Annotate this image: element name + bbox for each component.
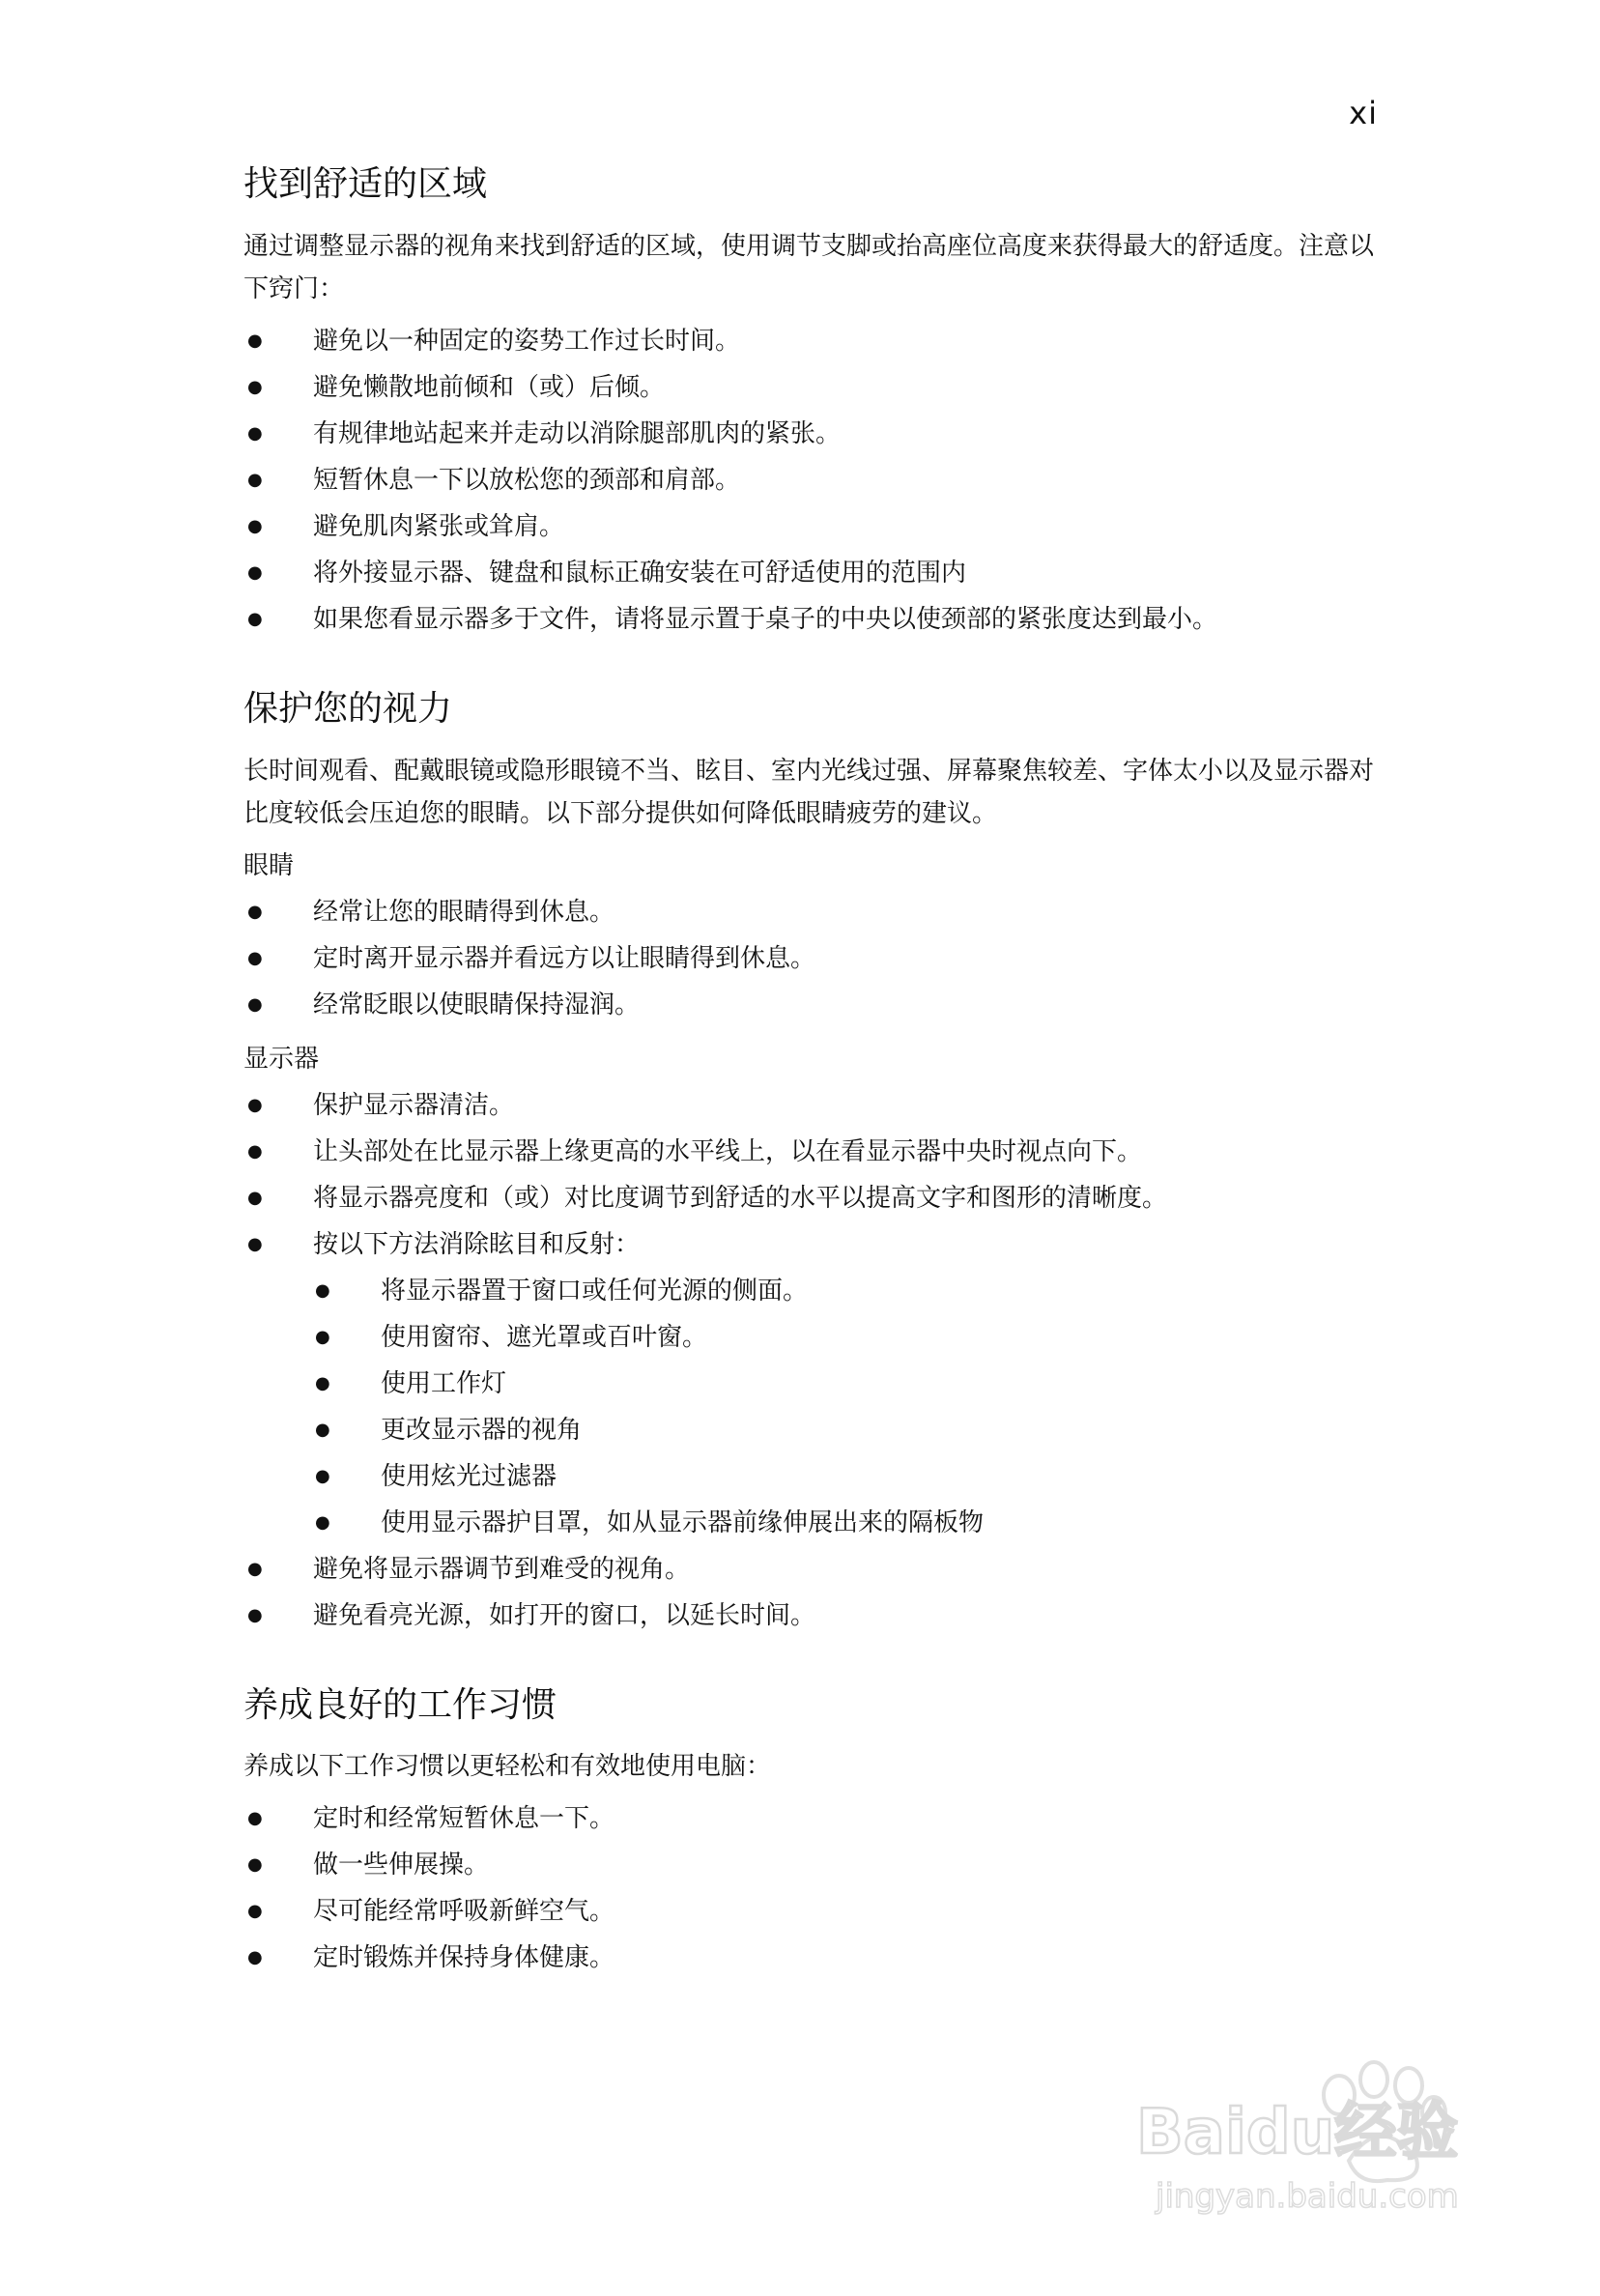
- list-item: ● 做一些伸展操。: [243, 1842, 1384, 1888]
- bullet-list: [243, 318, 1384, 643]
- section-work-habits: [243, 1683, 1384, 1982]
- list-item: ● 避免看亮光源，如打开的窗口，以延长时间。: [243, 1593, 1384, 1639]
- list-item: ● 避免懒散地前倾和（或）后倾。: [243, 364, 1384, 411]
- nested-list-item: ● 将显示器置于窗口或任何光源的侧面。: [243, 1268, 1384, 1314]
- section-intro: 长时间观看、配戴眼镜或隐形眼镜不当、眩目、室内光线过强、屏幕聚焦较差、字体太小以及显示器对比度较低会压迫您的眼睛。以下部分提供如何降低眼睛疲劳的建议。: [243, 756, 1375, 828]
- section-heading: 保护您的视力: [243, 688, 453, 729]
- nested-list-item: ● 使用工作灯: [243, 1361, 1384, 1407]
- nested-list-item: ● 使用窗帘、遮光罩或百叶窗。: [243, 1314, 1384, 1361]
- section-heading: 养成良好的工作习惯: [243, 1684, 557, 1725]
- list-item: ● 如果您看显示器多于文件，请将显示置于桌子的中央以使颈部的紧张度达到最小。: [243, 596, 1384, 643]
- section-intro: 通过调整显示器的视角来找到舒适的区域，使用调节支脚或抬高座位高度来获得最大的舒适度。注意以下窍门：: [243, 231, 1375, 303]
- watermark-logo-text: Baidu经验: [1136, 2097, 1459, 2168]
- list-item: ● 避免以一种固定的姿势工作过长时间。: [243, 318, 1384, 364]
- document-body: [243, 162, 1384, 2025]
- section-protect-vision: [243, 687, 1384, 1639]
- list-item: ● 定时锻炼并保持身体健康。: [243, 1935, 1384, 1981]
- list-item: ● 按以下方法消除眩目和反射：: [243, 1221, 1384, 1268]
- list-item: ● 短暂休息一下以放松您的颈部和肩部。: [243, 457, 1384, 503]
- list-item: ● 定时离开显示器并看远方以让眼睛得到休息。: [243, 935, 1384, 982]
- list-item: ● 让头部处在比显示器上缘更高的水平线上，以在看显示器中央时视点向下。: [243, 1129, 1384, 1175]
- list-item: ● 有规律地站起来并走动以消除腿部肌肉的紧张。: [243, 411, 1384, 457]
- section-comfort-zone: [243, 162, 1384, 643]
- list-item: ● 经常眨眼以使眼睛保持湿润。: [243, 982, 1384, 1028]
- list-item: ● 尽可能经常呼吸新鲜空气。: [243, 1888, 1384, 1935]
- list-item: ● 避免肌肉紧张或耸肩。: [243, 503, 1384, 550]
- section-intro: 养成以下工作习惯以更轻松和有效地使用电脑：: [243, 1752, 772, 1782]
- list-item: ● 将外接显示器、键盘和鼠标正确安装在可舒适使用的范围内: [243, 550, 1384, 596]
- watermark-url-text: jingyan.baidu.com: [1156, 2177, 1459, 2216]
- section-heading: 找到舒适的区域: [243, 164, 488, 204]
- baidu-jingyan-watermark: [1127, 2045, 1532, 2219]
- nested-list-item: ● 使用显示器护目罩，如从显示器前缘伸展出来的隔板物: [243, 1500, 1384, 1546]
- list-item: ● 定时和经常短暂休息一下。: [243, 1795, 1384, 1842]
- list-item: ● 将显示器亮度和（或）对比度调节到舒适的水平以提高文字和图形的清晰度。: [243, 1175, 1384, 1221]
- list-item: ● 保护显示器清洁。: [243, 1082, 1384, 1129]
- nested-list-item: ● 使用炫光过滤器: [243, 1453, 1384, 1500]
- subheading-display: 显示器: [243, 1044, 320, 1074]
- bullet-list: [243, 1795, 1384, 1981]
- list-item: ● 避免将显示器调节到难受的视角。: [243, 1546, 1384, 1593]
- nested-bullet-list-glare: [243, 1268, 1384, 1546]
- bullet-list-eyes: [243, 889, 1384, 1028]
- bullet-list-display-after: [243, 1546, 1384, 1639]
- bullet-list-display: [243, 1082, 1384, 1268]
- subheading-eyes: 眼睛: [243, 850, 295, 880]
- list-item: ● 经常让您的眼睛得到休息。: [243, 889, 1384, 935]
- baidu-paw-logo-icon: [1127, 2045, 1532, 2219]
- page-number: xi: [1349, 95, 1378, 131]
- nested-list-item: ● 更改显示器的视角: [243, 1407, 1384, 1453]
